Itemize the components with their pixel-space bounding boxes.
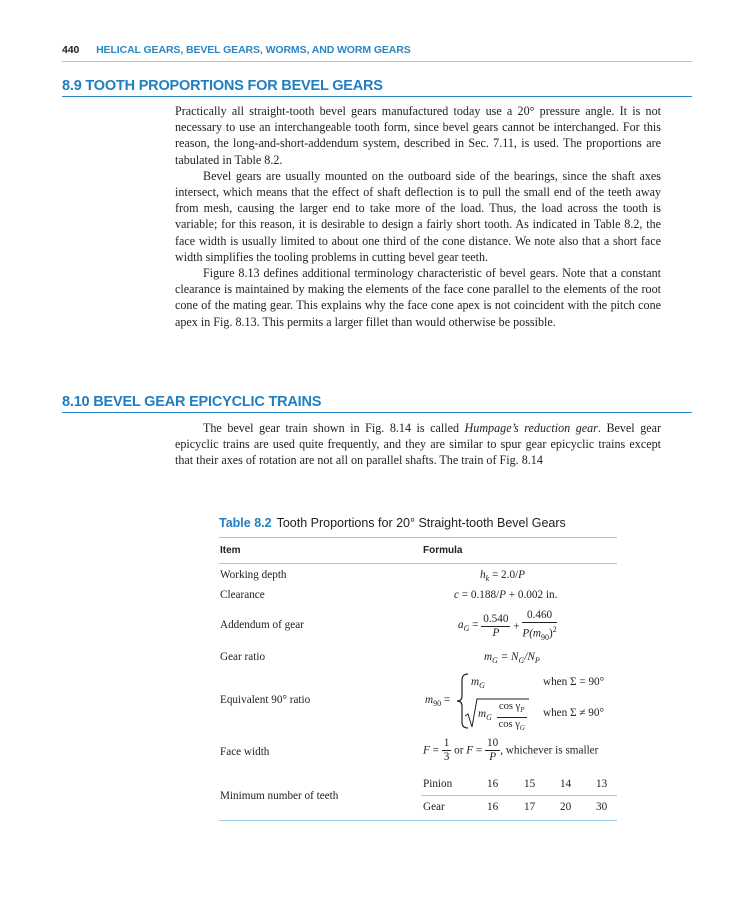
pinion-value: 13 — [596, 778, 608, 790]
paragraph: Bevel gears are usually mounted on the outboard side of the bearings, since the shaft axes intersect, which means that the effect of shaft deflection is to pull the small end of the teeth away from mesh, causing the larger end to take more of the load. Thus, the load across the tooth is variable; for this reason, it is desirable to design a fairly short tooth. As indicated in Table 8.2, the face width is usually limited to about one third of the cone distance. We note also that a short face width simplifies the tooling problems in cutting bevel gear teeth. — [175, 168, 661, 264]
teeth-divider — [421, 795, 617, 796]
row-equivalent-ratio: Equivalent 90° ratio — [220, 694, 311, 706]
paragraph: Figure 8.13 defines additional terminology characteristic of bevel gears. Note that a constant clearance is maintained by making the elements of the face cone parallel to the elements of the root cone of the mating gear. This explains why the face cone apex is not coincident with the pitch cone apex in Fig. 8.13. This permits a larger fillet than would otherwise be possible. — [175, 266, 661, 329]
formula-clearance: c = 0.188/P + 0.002 in. — [454, 589, 558, 601]
row-addendum: Addendum of gear — [220, 619, 304, 631]
pinion-value: 14 — [560, 778, 572, 790]
running-head — [62, 44, 411, 56]
row-min-teeth: Minimum number of teeth — [220, 790, 339, 802]
column-header-formula: Formula — [423, 545, 463, 556]
section-8-9-body — [175, 103, 661, 330]
pinion-value: 16 — [487, 778, 499, 790]
gear-value: 20 — [560, 801, 572, 813]
table-rule-top — [219, 537, 617, 538]
row-face-width: Face width — [220, 746, 270, 758]
paragraph: Practically all straight-tooth bevel gears manufactured today use a 20° pressure angle. It is not necessary to use an interchangeable tooth form, since bevel gears cannot be interchanged. For this reason, the long-and-short-addendum system, described in Sec. 7.11, is used. The proportions are tabulated in Table 8.2. — [175, 104, 661, 167]
term-humpage: Humpage’s reduction gear — [464, 421, 598, 435]
gear-label: Gear — [423, 801, 445, 813]
row-gear-ratio: Gear ratio — [220, 651, 266, 663]
gear-value: 17 — [524, 801, 536, 813]
table-label: Table 8.2 — [219, 516, 272, 530]
section-8-10-body — [175, 420, 661, 469]
formula-case-1: $m_G$ — [471, 676, 485, 691]
section-rule — [62, 412, 692, 413]
formula-working-depth: $h_k = 2.0/P$ — [480, 569, 525, 584]
pinion-label: Pinion — [423, 778, 453, 790]
column-header-item: Item — [220, 545, 241, 556]
page-number: 440 — [62, 44, 80, 56]
formula-equivalent-lhs: $m_{90}$ = — [425, 694, 451, 709]
formula-when-1: when Σ = 90° — [543, 676, 605, 688]
row-working-depth: Working depth — [220, 569, 287, 581]
formula-face-width: F = $\frac{1}{3}$ or F = $\frac{10}{P}$ , whichever is smaller — [423, 737, 599, 763]
row-clearance: Clearance — [220, 589, 265, 601]
formula-addendum: $a_G$ = $\frac{0.540}{P}$ + $\frac{0.460}{P(m_{90})^2}$ — [458, 609, 557, 642]
table-title: Tooth Proportions for 20° Straight-tooth Bevel Gears — [276, 516, 566, 530]
header-rule — [62, 61, 692, 62]
formula-cos-fraction: $\frac{\cos \gamma_P}{\cos \gamma_G}$ — [498, 701, 525, 733]
section-heading-8-9: 8.9 TOOTH PROPORTIONS FOR BEVEL GEARS — [62, 78, 383, 94]
formula-when-2: when Σ ≠ 90° — [543, 707, 604, 719]
section-rule — [62, 96, 692, 97]
gear-value: 30 — [596, 801, 608, 813]
table-rule-bottom — [219, 820, 617, 821]
gear-value: 16 — [487, 801, 499, 813]
formula-gear-ratio: $m_G = N_G/N_P$ — [484, 651, 540, 666]
paragraph: The bevel gear train shown in Fig. 8.14 is called Humpage’s reduction gear. Bevel gear epicyclic trains are used quite frequently, and they are similar to spur gear epicyclic trains except that their axes of rotation are not all on parallel shafts. The train of Fig. 8.14 — [175, 421, 661, 468]
pinion-value: 15 — [524, 778, 536, 790]
table-rule-header — [219, 563, 617, 564]
section-heading-8-10: 8.10 BEVEL GEAR EPICYCLIC TRAINS — [62, 394, 322, 410]
formula-case-2: $m_G$ — [478, 708, 492, 723]
chapter-title: HELICAL GEARS, BEVEL GEARS, WORMS, AND WORM GEARS — [96, 44, 411, 56]
table-caption — [219, 516, 566, 530]
